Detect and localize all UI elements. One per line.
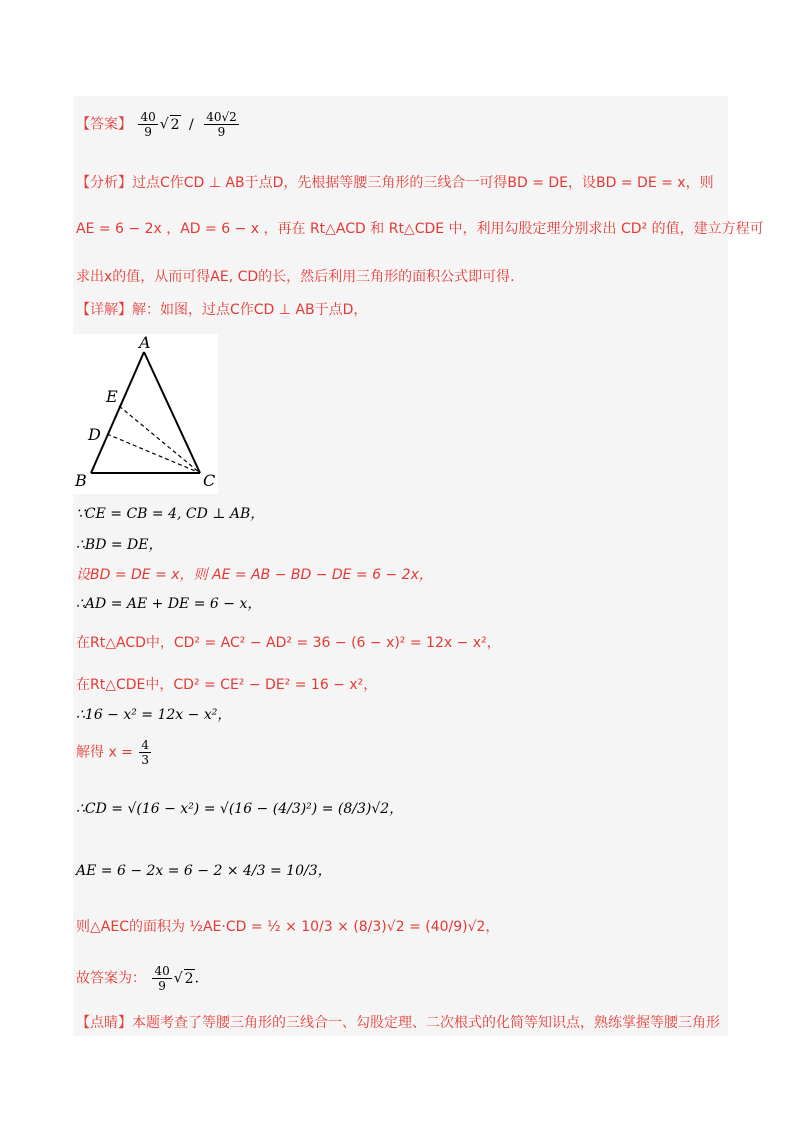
triangle-figure <box>73 334 218 494</box>
step-1: ∵CE = CB = 4, CD ⊥ AB， <box>76 506 265 522</box>
step-12-fraction: $\frac{40}{9}$ <box>154 964 170 993</box>
detail-line-1 <box>76 301 367 319</box>
label-c: C <box>203 471 216 490</box>
comment-tag: 【点睛】 <box>76 1015 132 1031</box>
step-6 <box>76 676 377 694</box>
step-9: ∴CD = √(16 − x²) = √(16 − (4/3)²) = (8/3)√2， <box>76 801 404 817</box>
detail-tag: 【详解】 <box>76 302 132 318</box>
step-12-end: . <box>194 970 200 987</box>
analysis-line-3: 求出x的值，从而可得AE, CD的长，然后利用三角形的面积公式即可得. <box>76 269 515 285</box>
step-12-text: 故答案为： <box>76 970 146 987</box>
step-12: 故答案为： $\frac{40}{9}$ √ 2. <box>76 964 200 993</box>
label-a: A <box>139 334 151 352</box>
step-12-radicand: 2 <box>184 970 194 987</box>
answer-tag: 【答案】 <box>76 116 132 133</box>
detail-text-1: 解：如图，过点C作CD ⊥ AB于点D， <box>132 302 368 318</box>
side-ab <box>91 352 144 473</box>
label-d: D <box>88 425 101 444</box>
step-8-fraction: $\frac{4}{3}$ <box>141 738 150 767</box>
step-3 <box>76 566 433 584</box>
step-10: AE = 6 − 2x = 6 − 2 × 4/3 = 10/3， <box>76 863 332 879</box>
step-6-text: 在Rt△CDE中，CD² = CE² − DE² = 16 − x²， <box>76 677 378 693</box>
step-5-text: 在Rt△ACD中，CD² = AC² − AD² = 36 − (6 − x)² = 12x − x²， <box>76 635 501 651</box>
step-11 <box>76 918 499 936</box>
analysis-text-1: 过点C作CD ⊥ AB于点D，先根据等腰三角形的三线合一可得BD = DE，设BD = DE = x，则 <box>132 175 714 191</box>
step-7: ∴16 − x² = 12x − x²， <box>76 707 232 723</box>
step-4: ∴AD = AE + DE = 6 − x， <box>76 596 262 612</box>
label-e: E <box>106 387 118 406</box>
answer-slash: / <box>189 116 194 133</box>
segment-dc <box>107 434 200 473</box>
answer-line: 【答案】 $\frac{40}{9}$ √ 2 / $\frac{40√2}{9}$ <box>76 110 237 139</box>
step-8 <box>76 738 153 767</box>
analysis-tag: 【分析】 <box>76 175 132 191</box>
step-3-text: 设BD = DE = x，则 AE = AB − BD − DE = 6 − 2x， <box>76 567 433 583</box>
answer-fraction-b: $\frac{40√2}{9}$ <box>206 110 237 139</box>
answer-radicand-a: 2 <box>170 116 180 133</box>
comment-line <box>76 1014 720 1032</box>
label-b: B <box>75 471 87 490</box>
analysis-line-1 <box>76 174 714 192</box>
triangle-diagram <box>73 334 218 494</box>
comment-text: 本题考查了等腰三角形的三线合一、勾股定理、二次根式的化简等知识点，熟练掌握等腰三角形 <box>132 1015 720 1031</box>
step-5 <box>76 634 501 652</box>
analysis-line-2: AE = 6 − 2x ，AD = 6 − x ，再在 Rt△ACD 和 Rt△CDE 中，利用勾股定理分别求出 CD² 的值，建立方程可 <box>76 221 764 237</box>
answer-fraction-a: $\frac{40}{9}$ <box>140 110 156 139</box>
side-ac <box>144 352 200 473</box>
step-11-text: 则△AEC的面积为 ½AE·CD = ½ × 10/3 × (8/3)√2 = (40/9)√2， <box>76 919 500 935</box>
step-8-text: 解得 x = <box>76 744 133 761</box>
step-2: ∴BD = DE， <box>76 537 163 553</box>
segment-ec <box>119 406 200 473</box>
